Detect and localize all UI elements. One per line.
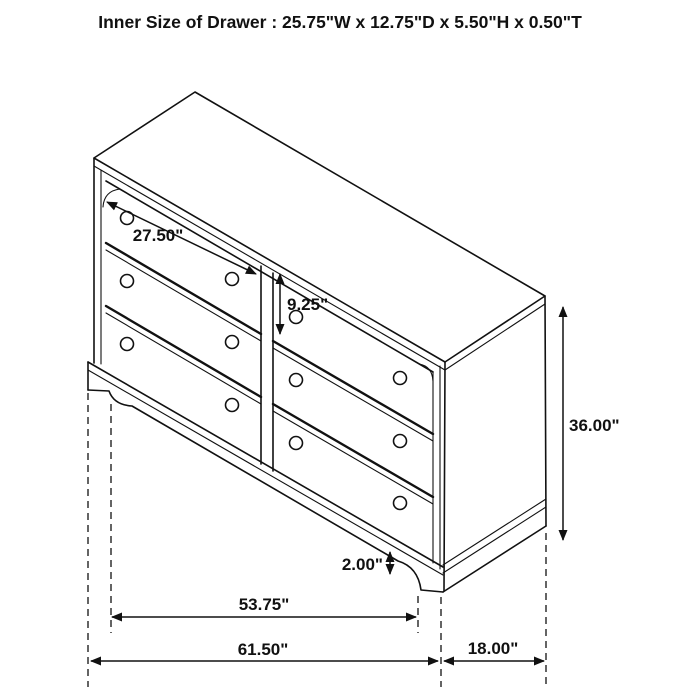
- label-base-height: 2.00": [341, 555, 383, 574]
- knob-right-bank-row3-right: [394, 497, 407, 510]
- knob-right-bank-row2-right: [394, 435, 407, 448]
- left-bank-separator-2-gap: [106, 313, 261, 404]
- right-bank-separator-2-gap: [273, 411, 433, 504]
- side-bottom-edge: [443, 526, 546, 592]
- knob-right-bank-row3-left: [290, 437, 303, 450]
- label-overall-depth: 18.00": [467, 639, 519, 658]
- top-rail-bottom-edge: [106, 181, 433, 372]
- label-drawer-front-height: 9.25": [287, 295, 329, 314]
- dimension-arrows: [91, 202, 563, 661]
- left-bank-separator-1-gap: [106, 250, 261, 341]
- back-right-edge: [545, 296, 546, 526]
- side-base-molding-band: [443, 507, 546, 573]
- right-corner-bracket: [419, 364, 433, 381]
- base-molding-top-edge: [88, 362, 443, 567]
- knob-right-bank-row1-right: [394, 372, 407, 385]
- side-base-molding-top: [443, 499, 546, 565]
- knob-left-bank-row2-left: [121, 275, 134, 288]
- front-right-corner-edge: [444, 362, 445, 591]
- knob-left-bank-row3-right: [226, 399, 239, 412]
- knob-left-bank-row1-right: [226, 273, 239, 286]
- right-bank-separator-1-gap: [273, 348, 433, 441]
- knob-left-bank-row3-left: [121, 338, 134, 351]
- label-drawer-front-width: 27.50": [132, 226, 184, 245]
- label-overall-height: 36.00": [569, 416, 620, 435]
- top-edge-band-side: [445, 304, 545, 370]
- dresser-outline: [88, 92, 546, 592]
- label-overall-width: 61.50": [237, 640, 289, 659]
- knob-right-bank-row2-left: [290, 374, 303, 387]
- page-title: Inner Size of Drawer : 25.75"W x 12.75"D x 5.50"H x 0.50"T: [98, 12, 582, 32]
- right-bank-separator-1: [273, 341, 433, 434]
- knob-left-bank-row2-right: [226, 336, 239, 349]
- label-base-inner-width: 53.75": [238, 595, 290, 614]
